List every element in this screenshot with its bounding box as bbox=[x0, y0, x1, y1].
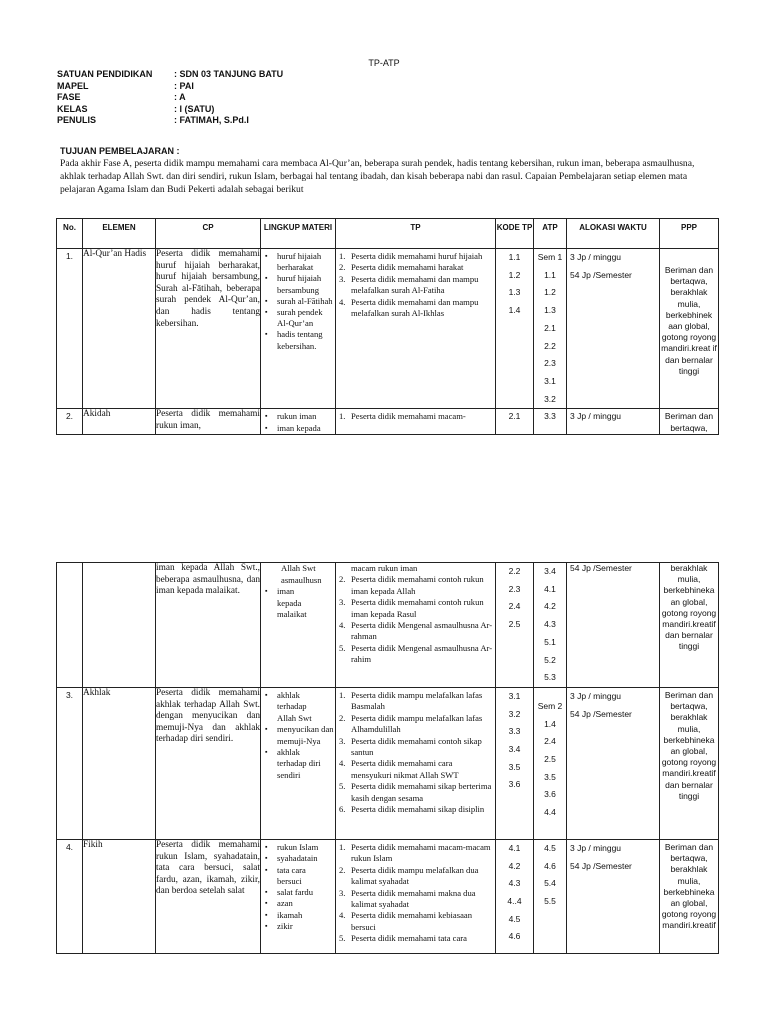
kode-value: 4.5 bbox=[508, 913, 521, 924]
tp-item bbox=[336, 251, 495, 262]
meta-row bbox=[57, 104, 283, 116]
meta-row bbox=[57, 115, 283, 127]
tp-item-text: Peserta didik Mengenal asmaulhusna Ar-rahman bbox=[351, 620, 493, 642]
tp-item-text: Peserta didik memahami macam- bbox=[351, 411, 466, 422]
tp-item-text: Peserta didik memahami sikap disiplin bbox=[351, 803, 485, 814]
tujuan-paragraph: Pada akhir Fase A, peserta didik mampu memahami cara membaca Al-Qur’an, beberapa surah pendek, hadis tentang kebersihan, rukun iman, beberapa asmaulhusna, akhlak terhadap Allah Swt. dan diri sendiri, rukun Islam, berbagai hal tentang ibadah, dan kisah beberapa nabi dan rasul. Capaian Pembelajaran setiap elemen mata pelajaran Agama Islam dan Budi Pekerti adalah sebagai berikut bbox=[60, 158, 695, 195]
kode-value: 2.1 bbox=[508, 411, 521, 422]
tp-item-number: 2. bbox=[339, 864, 346, 875]
tp-item-text: Peserta didik memahami huruf hijaiah bbox=[351, 251, 483, 261]
alokasi-value: 54 Jp /Semester bbox=[570, 708, 632, 719]
atp-value: 1.3 bbox=[544, 305, 556, 316]
atp-value: 4.4 bbox=[544, 807, 556, 818]
table-row bbox=[57, 839, 719, 953]
row-ppp: Beriman dan bertaqwa, berakhlak mulia, berkebhinek aan global, gotong royong mandiri.kreat if dan bernalar tinggi bbox=[660, 249, 719, 409]
row-elemen: Akhlak bbox=[83, 687, 156, 839]
row-atp bbox=[534, 687, 567, 839]
lingkup-item: ▪ menyucikan dan memuji-Nya bbox=[265, 724, 335, 747]
tp-item-number: 3. bbox=[339, 735, 346, 746]
row-elemen bbox=[83, 563, 156, 688]
row-cp: Peserta didik memahami huruf hijaiah berharakat, huruf hijaiah bersambung, Surah al-Fātihah, beberapa surah pendek Al-Qur’an, dan hadis tentang kebersihan. bbox=[156, 249, 261, 409]
row-alokasi bbox=[567, 249, 660, 409]
tp-item bbox=[336, 574, 495, 597]
header-ppp: PPP bbox=[660, 219, 719, 249]
row-lingkup bbox=[261, 687, 336, 839]
kode-value: 3.1 bbox=[508, 690, 521, 701]
table-header-row bbox=[57, 219, 719, 249]
tp-item-text: Peserta didik memahami sikap berterima kasih dengan sesama bbox=[351, 781, 492, 803]
tp-item bbox=[336, 597, 495, 620]
tp-continued: macam rukun iman bbox=[351, 563, 418, 573]
row-lingkup bbox=[261, 409, 336, 435]
tp-item bbox=[336, 804, 495, 815]
atp-value: 2.3 bbox=[544, 358, 556, 369]
lingkup-item: ▪ huruf hijaiah berharakat bbox=[265, 251, 335, 273]
header-kode-tp: KODE TP bbox=[496, 219, 534, 249]
row-elemen: Fikih bbox=[83, 839, 156, 953]
tp-item bbox=[336, 643, 495, 666]
row-ppp: berakhlak mulia, berkebhineka an global, gotong royong mandiri.kreatif dan bernalar tinggi bbox=[660, 563, 719, 688]
atp-value: 5.1 bbox=[544, 636, 556, 647]
tp-item bbox=[336, 842, 495, 865]
row-tp bbox=[336, 563, 496, 688]
atp-value: 5.4 bbox=[544, 878, 556, 889]
kode-value: 1.2 bbox=[508, 269, 521, 280]
lingkup-item: ▪ huruf hijaiah bersambung bbox=[265, 273, 335, 295]
row-kode bbox=[496, 249, 534, 409]
tp-item bbox=[336, 736, 495, 759]
tp-item-number: 4. bbox=[339, 758, 346, 769]
header-cp: CP bbox=[156, 219, 261, 249]
tp-item-text: Peserta didik memahami macam-macam rukun Islam bbox=[351, 841, 491, 864]
tp-item-text: Peserta didik memahami cara mensyukuri nikmat Allah SWT bbox=[351, 758, 459, 780]
alokasi-value: 3 Jp / minggu bbox=[570, 252, 622, 262]
alokasi-value: 3 Jp / minggu bbox=[570, 411, 622, 422]
tp-item-text: Peserta didik Mengenal asmaulhusna Ar-rahim bbox=[351, 642, 493, 665]
kode-value: 2.4 bbox=[508, 601, 521, 612]
tp-item-number: 2. bbox=[339, 262, 346, 273]
lingkup-item: ▪ ikamah bbox=[265, 910, 335, 921]
atp-value: 4.6 bbox=[544, 860, 556, 871]
kode-value: 2.2 bbox=[508, 566, 521, 576]
header-no: No. bbox=[57, 219, 83, 249]
tp-item-text: Peserta didik memahami contoh rukun iman kepada Rasul bbox=[351, 597, 484, 619]
kode-value: 2.3 bbox=[508, 583, 521, 594]
tp-item-text: Peserta didik mampu melafalkan dua kalimat syahadat bbox=[351, 864, 479, 887]
lingkup-item: ▪ surah al-Fātihah bbox=[265, 296, 335, 307]
tp-item bbox=[336, 411, 495, 422]
row-ppp: Beriman dan bertaqwa, berakhlak mulia, berkebhineka an global, gotong royong mandiri.kreatif dan bernalar tinggi bbox=[660, 687, 719, 839]
tp-item bbox=[336, 865, 495, 888]
tp-item bbox=[336, 888, 495, 911]
alokasi-value: 54 Jp /Semester bbox=[570, 860, 632, 871]
tp-item-number: 1. bbox=[339, 251, 346, 261]
table-row bbox=[57, 409, 719, 435]
header-tp: TP bbox=[336, 219, 496, 249]
row-kode bbox=[496, 839, 534, 953]
kode-value: 4.2 bbox=[508, 860, 521, 871]
kode-value: 1.1 bbox=[508, 252, 521, 262]
row-atp bbox=[534, 249, 567, 409]
kode-value: 4.1 bbox=[508, 842, 521, 853]
lingkup-item: ▪ rukun iman bbox=[265, 411, 335, 422]
tp-atp-table-part1 bbox=[56, 218, 719, 435]
lingkup-item: ▪ azan bbox=[265, 898, 335, 909]
meta-value: : I (SATU) bbox=[174, 103, 215, 114]
tp-item-number: 3. bbox=[339, 597, 346, 608]
tp-item-number: 3. bbox=[339, 887, 346, 898]
kode-value: 3.2 bbox=[508, 708, 521, 719]
tp-item bbox=[336, 781, 495, 804]
atp-value: 5.3 bbox=[544, 672, 556, 683]
tp-item bbox=[336, 758, 495, 781]
row-cp: Peserta didik memahami akhlak terhadap Allah Swt. dengan menyucikan dan memuji-Nya dan akhlak terhadap diri sendiri. bbox=[156, 687, 261, 839]
lingkup-item: ▪ tata cara bersuci bbox=[265, 865, 321, 888]
row-no bbox=[57, 563, 83, 688]
row-kode bbox=[496, 563, 534, 688]
meta-key: KELAS bbox=[57, 103, 88, 114]
atp-value: Sem 1 bbox=[537, 252, 563, 262]
atp-value: 4.2 bbox=[544, 601, 556, 612]
meta-key: MAPEL bbox=[57, 80, 89, 91]
document-meta bbox=[57, 69, 283, 127]
row-no: 1. bbox=[57, 249, 83, 409]
kode-value: 1.4 bbox=[508, 305, 521, 316]
row-tp bbox=[336, 249, 496, 409]
row-alokasi bbox=[567, 563, 660, 688]
lingkup-continued: asmaulhusn bbox=[281, 574, 322, 585]
tp-item-number: 4. bbox=[339, 620, 346, 631]
row-atp bbox=[534, 409, 567, 435]
row-no: 3. bbox=[57, 687, 83, 839]
meta-value: : A bbox=[174, 92, 186, 102]
lingkup-item: ▪ iman kepada malaikat bbox=[265, 586, 313, 621]
atp-value: 5.2 bbox=[544, 654, 556, 665]
kode-value: 3.5 bbox=[508, 761, 521, 772]
atp-value: 1.4 bbox=[544, 718, 556, 729]
tp-item bbox=[336, 910, 495, 933]
meta-key: FASE bbox=[57, 92, 81, 102]
header-elemen: ELEMEN bbox=[83, 219, 156, 249]
tp-item-number: 6. bbox=[339, 803, 346, 814]
tp-item-text: Peserta didik memahami kebiasaan bersuci bbox=[351, 910, 472, 932]
tp-item-text: Peserta didik memahami makna dua kalimat syahadat bbox=[351, 887, 476, 909]
row-cp: Peserta didik memahami rukun iman, bbox=[156, 409, 261, 435]
lingkup-item: ▪ salat fardu bbox=[265, 887, 335, 898]
alokasi-value: 3 Jp / minggu bbox=[570, 690, 622, 701]
tp-item-text: Peserta didik memahami contoh rukun iman kepada Allah bbox=[351, 574, 484, 596]
tp-item-number: 2. bbox=[339, 574, 346, 585]
row-lingkup bbox=[261, 563, 336, 688]
atp-value: 4.5 bbox=[544, 842, 556, 853]
tp-item-text: Peserta didik memahami tata cara bbox=[351, 933, 467, 944]
tp-item bbox=[336, 620, 495, 643]
kode-value: 1.3 bbox=[508, 287, 521, 298]
tp-item-text: Peserta didik memahami dan mampu melafalkan surah Al-Ikhlas bbox=[351, 296, 479, 319]
tp-item bbox=[336, 933, 495, 944]
atp-value: 3.1 bbox=[544, 375, 556, 386]
row-elemen: Akidah bbox=[83, 409, 156, 435]
tp-item-text: Peserta didik mampu melafalkan lafas Basmalah bbox=[351, 689, 483, 712]
row-lingkup bbox=[261, 839, 336, 953]
tp-item-text: Peserta didik memahami harakat bbox=[351, 262, 464, 273]
kode-value: 4.6 bbox=[508, 931, 521, 942]
row-alokasi bbox=[567, 839, 660, 953]
tp-item-text: Peserta didik mampu melafalkan lafas Alhamdulillah bbox=[351, 712, 483, 735]
meta-row bbox=[57, 69, 283, 81]
atp-value: Sem 2 bbox=[537, 700, 563, 711]
lingkup-item: ▪ iman kepada bbox=[265, 423, 335, 434]
alokasi-value: 54 Jp /Semester bbox=[570, 563, 632, 573]
meta-value: : PAI bbox=[174, 80, 194, 91]
lingkup-item: ▪ akhlak terhadap diri sendiri bbox=[265, 747, 321, 781]
atp-value: 5.5 bbox=[544, 896, 556, 907]
tp-item bbox=[336, 297, 495, 320]
tp-item-number: 1. bbox=[339, 689, 346, 700]
row-no: 2. bbox=[57, 409, 83, 435]
table-row bbox=[57, 687, 719, 839]
kode-value: 2.5 bbox=[508, 619, 521, 630]
header-atp: ATP bbox=[534, 219, 567, 249]
lingkup-item: ▪ rukun Islam bbox=[265, 842, 335, 853]
table-row bbox=[57, 563, 719, 688]
alokasi-value: 3 Jp / minggu bbox=[570, 842, 622, 853]
atp-value: 2.2 bbox=[544, 340, 556, 351]
header-lingkup-materi: LINGKUP MATERI bbox=[261, 219, 336, 249]
atp-value: 3.6 bbox=[544, 789, 556, 800]
row-ppp: Beriman dan bertaqwa, berakhlak mulia, berkebhineka an global, gotong royong mandiri.kreatif bbox=[660, 839, 719, 953]
tp-item-text: Peserta didik memahami contoh sikap santun bbox=[351, 735, 482, 757]
kode-value: 4.3 bbox=[508, 878, 521, 889]
atp-value: 3.2 bbox=[544, 393, 556, 404]
lingkup-item: ▪ akhlak terhadap Allah Swt bbox=[265, 690, 321, 724]
tp-item-number: 1. bbox=[339, 411, 346, 422]
atp-value: 3.5 bbox=[544, 771, 556, 782]
row-tp bbox=[336, 839, 496, 953]
table-row bbox=[57, 249, 719, 409]
tp-item bbox=[336, 274, 495, 297]
meta-value: : FATIMAH, S.Pd.I bbox=[174, 115, 249, 125]
document-title: TP-ATP bbox=[368, 58, 400, 68]
row-ppp: Beriman dan bertaqwa, bbox=[660, 409, 719, 435]
lingkup-continued: Allah Swt bbox=[281, 563, 316, 573]
kode-value: 3.6 bbox=[508, 779, 521, 790]
lingkup-item: ▪ zikir bbox=[265, 921, 335, 932]
tp-item-number: 4. bbox=[339, 296, 346, 307]
meta-key: SATUAN PENDIDIKAN bbox=[57, 69, 153, 79]
tp-item bbox=[336, 262, 495, 273]
tp-item-number: 3. bbox=[339, 273, 346, 284]
alokasi-value: 54 Jp /Semester bbox=[570, 269, 632, 280]
atp-value: 3.4 bbox=[544, 566, 556, 576]
kode-value: 4..4 bbox=[507, 896, 522, 907]
meta-value: : SDN 03 TANJUNG BATU bbox=[174, 69, 284, 79]
kode-value: 3.3 bbox=[508, 726, 521, 737]
tp-item-number: 5. bbox=[339, 781, 346, 792]
row-elemen: Al-Qur’an Hadis bbox=[83, 249, 156, 409]
kode-value: 3.4 bbox=[508, 744, 521, 755]
lingkup-item: ▪ hadis tentang kebersihan. bbox=[265, 329, 335, 351]
row-tp bbox=[336, 409, 496, 435]
row-alokasi bbox=[567, 687, 660, 839]
meta-row bbox=[57, 92, 283, 104]
atp-value: 2.1 bbox=[544, 322, 556, 333]
tp-item-number: 2. bbox=[339, 712, 346, 723]
row-atp bbox=[534, 839, 567, 953]
tp-item-number: 5. bbox=[339, 642, 346, 653]
row-cp: Peserta didik memahami rukun Islam, syahadatain, tata cara bersuci, salat fardu, azan, ikamah, zikir, dan berdoa setelah salat bbox=[156, 839, 261, 953]
atp-value: 3.3 bbox=[544, 411, 556, 422]
row-lingkup bbox=[261, 249, 336, 409]
row-kode bbox=[496, 409, 534, 435]
lingkup-item: ▪ surah pendek Al-Qur’an bbox=[265, 307, 335, 329]
tujuan-heading: TUJUAN PEMBELAJARAN : bbox=[60, 146, 180, 156]
atp-value: 4.3 bbox=[544, 619, 556, 630]
atp-value: 2.5 bbox=[544, 754, 556, 765]
tp-item-number: 4. bbox=[339, 910, 346, 921]
row-cp: iman kepada Allah Swt., beberapa asmaulhusna, dan iman kepada malaikat. bbox=[156, 563, 261, 688]
meta-row bbox=[57, 81, 283, 93]
row-kode bbox=[496, 687, 534, 839]
tp-item bbox=[336, 713, 495, 736]
tp-item bbox=[336, 690, 495, 713]
atp-value: 1.2 bbox=[544, 287, 556, 298]
tp-atp-table-part2 bbox=[56, 562, 719, 954]
tp-item-number: 5. bbox=[339, 933, 346, 944]
row-tp bbox=[336, 687, 496, 839]
row-alokasi bbox=[567, 409, 660, 435]
row-atp bbox=[534, 563, 567, 688]
row-no: 4. bbox=[57, 839, 83, 953]
atp-value: 1.1 bbox=[544, 269, 556, 280]
tp-item-text: Peserta didik memahami dan mampu melafalkan surah Al-Fatiha bbox=[351, 273, 479, 296]
atp-value: 4.1 bbox=[544, 583, 556, 594]
header-alokasi-waktu: ALOKASI WAKTU bbox=[567, 219, 660, 249]
lingkup-item: ▪ syahadatain bbox=[265, 853, 335, 864]
tp-item-number: 1. bbox=[339, 841, 346, 852]
atp-value: 2.4 bbox=[544, 736, 556, 747]
meta-key: PENULIS bbox=[57, 115, 97, 125]
